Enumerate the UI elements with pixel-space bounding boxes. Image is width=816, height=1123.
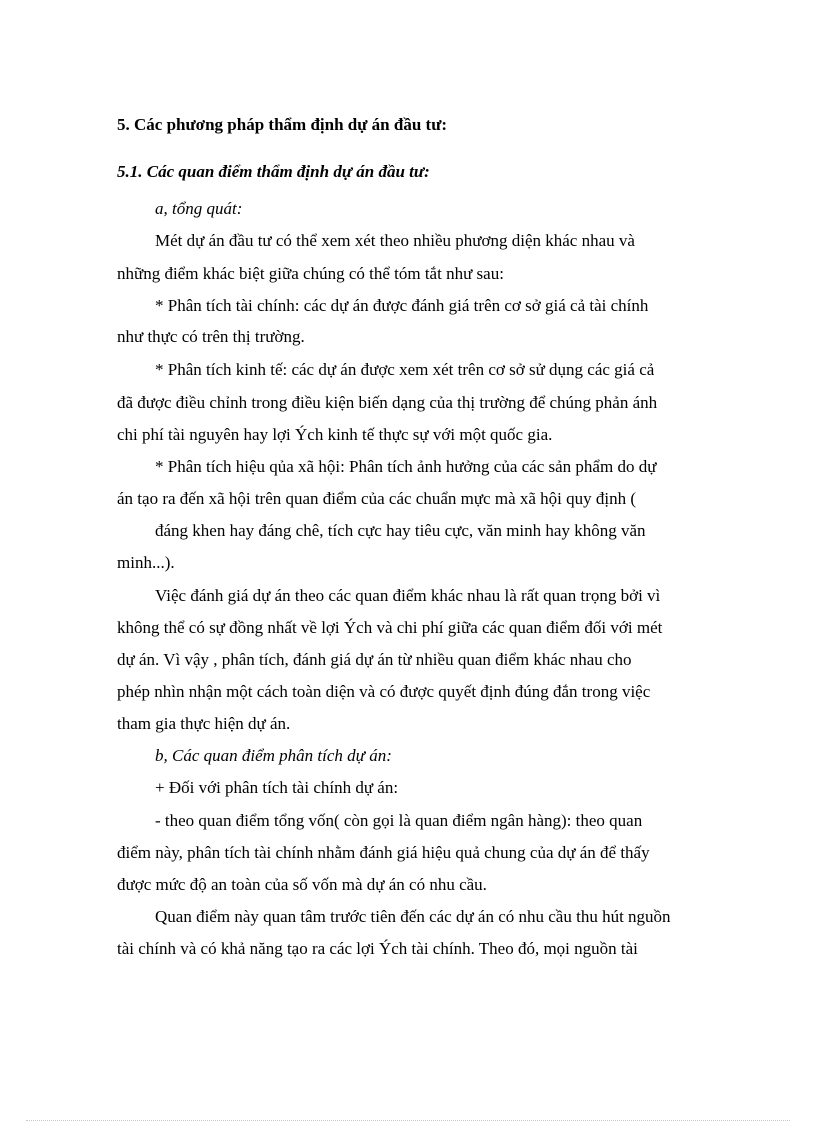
- body-line: đáng khen hay đáng chê, tích cực hay tiêu cực, văn minh hay không văn: [155, 521, 646, 540]
- body-line: chi phí tài nguyên hay lợi Ých kinh tế thực sự với một quốc gia.: [117, 425, 553, 444]
- body-line: không thể có sự đồng nhất về lợi Ých và chi phí giữa các quan điểm đối với mét: [117, 618, 663, 637]
- body-line: Việc đánh giá dự án theo các quan điểm khác nhau là rất quan trọng bởi vì: [155, 586, 661, 605]
- body-line: Mét dự án đầu tư có thể xem xét theo nhiều phương diện khác nhau và: [155, 231, 635, 250]
- body-line: những điểm khác biệt giữa chúng có thể tóm tắt như sau:: [117, 264, 504, 283]
- body-line: dự án. Vì vậy , phân tích, đánh giá dự án từ nhiều quan điểm khác nhau cho: [117, 650, 632, 669]
- section-heading: 5. Các phương pháp thẩm định dự án đầu tư:: [117, 115, 448, 134]
- body-line: * Phân tích kinh tế: các dự án được xem xét trên cơ sở sử dụng các giá cả: [155, 360, 655, 379]
- body-line: + Đối với phân tích tài chính dự án:: [155, 778, 399, 797]
- body-line: Quan điểm này quan tâm trước tiên đến các dự án có nhu cầu thu hút nguồn: [155, 907, 671, 926]
- body-line: tham gia thực hiện dự án.: [117, 714, 291, 733]
- body-line: như thực có trên thị trường.: [117, 327, 305, 346]
- body-line: phép nhìn nhận một cách toàn diện và có được quyết định đúng đắn trong việc: [117, 682, 651, 701]
- body-line: điểm này, phân tích tài chính nhằm đánh giá hiệu quả chung của dự án để thấy: [117, 843, 650, 862]
- body-line: đã được điều chỉnh trong điều kiện biến dạng của thị trường để chúng phản ánh: [117, 393, 658, 412]
- body-line: * Phân tích hiệu qủa xã hội: Phân tích ảnh hưởng của các sản phẩm do dự: [155, 457, 657, 476]
- page-bottom-divider: [26, 1120, 790, 1121]
- body-line: * Phân tích tài chính: các dự án được đánh giá trên cơ sở giá cả tài chính: [155, 296, 649, 315]
- subsection-heading: 5.1. Các quan điểm thẩm định dự án đầu tư:: [117, 162, 430, 181]
- body-line: - theo quan điểm tổng vốn( còn gọi là quan điểm ngân hàng): theo quan: [155, 811, 643, 830]
- body-line: án tạo ra đến xã hội trên quan điểm của các chuẩn mực mà xã hội quy định (: [117, 489, 637, 508]
- body-line: được mức độ an toàn của số vốn mà dự án có nhu cầu.: [117, 875, 487, 894]
- body-line: minh...).: [117, 553, 175, 572]
- paragraph-label-perspectives: b, Các quan điểm phân tích dự án:: [155, 746, 392, 765]
- body-line: tài chính và có khả năng tạo ra các lợi Ých tài chính. Theo đó, mọi nguồn tài: [117, 939, 638, 958]
- paragraph-label-general: a, tổng quát:: [155, 199, 243, 218]
